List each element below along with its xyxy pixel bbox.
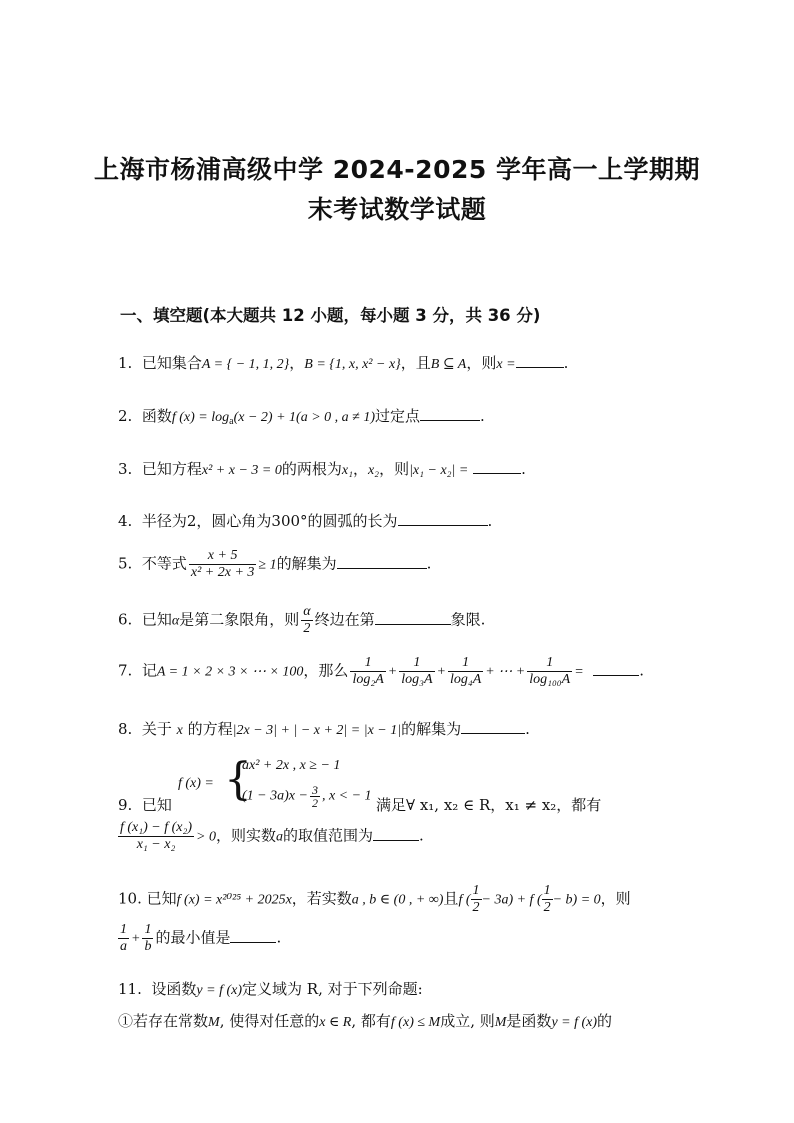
fraction <box>350 655 385 688</box>
question-1 <box>118 352 568 373</box>
question-number: 7. <box>118 661 133 680</box>
question-text: ， <box>289 354 305 372</box>
denominator: log₃A <box>401 672 433 687</box>
constant-m: M <box>494 1015 507 1030</box>
denominator: x² + 2x + 3 <box>190 565 255 580</box>
plus: + <box>387 664 398 680</box>
equation: − 3a) + f ( <box>481 892 542 908</box>
question-text: ，若实数 <box>291 889 352 908</box>
question-text: ①若存在常数 <box>118 1012 209 1030</box>
question-text: 成立, 则 <box>440 1012 495 1030</box>
log-base: a <box>229 416 234 427</box>
question-text: ， <box>352 460 368 478</box>
function-expr: y = f (x) <box>551 1015 598 1030</box>
answer-blank[interactable] <box>337 554 427 569</box>
numerator: x + 5 <box>189 548 257 565</box>
denominator: x₁ − x₂ <box>136 837 176 852</box>
numerator: 1 <box>350 655 385 672</box>
question-text: ，则 <box>466 354 497 372</box>
period: . <box>487 512 493 530</box>
function-expr: f (x) = x²⁰²⁵ + 2025x <box>176 892 292 908</box>
question-2 <box>118 405 485 427</box>
question-6 <box>118 604 485 637</box>
fraction <box>399 655 434 688</box>
inequality: > 0 <box>196 829 216 845</box>
section-heading: 一、填空题(本大题共 12 小题，每小题 3 分，共 36 分) <box>120 306 541 325</box>
period: . <box>419 826 424 845</box>
period: . <box>480 407 485 425</box>
question-text: 的方程 <box>187 720 233 738</box>
piece-expr: (1 − 3a)x − <box>242 788 308 804</box>
fraction <box>118 820 194 853</box>
equation: x² + x − 3 = 0 <box>201 463 282 478</box>
piece-condition: , x < − 1 <box>321 788 372 804</box>
numerator: 1 <box>527 655 572 672</box>
question-text: 定义域为 R, 对于下列命题: <box>242 980 423 998</box>
question-number: 9. <box>118 796 133 814</box>
fraction <box>142 922 153 955</box>
equals: = <box>574 664 584 680</box>
fraction <box>310 784 320 809</box>
question-text: 且 <box>443 889 459 908</box>
set-b: B = {1, x, x² − x} <box>304 357 401 372</box>
q9-line2 <box>118 820 424 853</box>
question-text: 的最小值是 <box>155 928 231 947</box>
question-text: 函数 <box>141 407 172 425</box>
denominator: b <box>144 939 152 954</box>
question-text: 终边在第 <box>314 610 375 629</box>
question-text: 的取值范围为 <box>283 826 374 845</box>
question-text: 的解集为 <box>276 554 337 573</box>
question-7 <box>118 655 644 688</box>
ellipsis: + ⋯ + <box>485 664 526 680</box>
equation: |2x − 3| + | − x + 2| = |x − 1| <box>232 723 402 738</box>
function-expr: (x − 2) + 1(a > 0 , a ≠ 1) <box>233 410 375 425</box>
period: . <box>525 720 530 738</box>
question-number: 5. <box>118 554 133 573</box>
question-number: 6. <box>118 610 133 629</box>
question-4 <box>118 510 492 531</box>
numerator: 1 <box>543 883 551 898</box>
question-text: ，且 <box>400 354 431 372</box>
question-text: 已知 <box>141 610 172 629</box>
question-text: 是函数 <box>506 1012 552 1030</box>
question-text: 过定点 <box>374 407 420 425</box>
denominator: log₁₀₀A <box>529 672 571 687</box>
question-10 <box>118 883 631 916</box>
answer-blank[interactable] <box>461 719 525 734</box>
period: . <box>521 460 526 478</box>
question-text: , 都有 <box>351 1012 391 1030</box>
function-label: f (x) = <box>178 776 214 791</box>
question-text: 是第二象限角，则 <box>179 610 300 629</box>
question-text: 的两根为 <box>281 460 342 478</box>
numerator: 1 <box>448 655 483 672</box>
fraction <box>542 883 553 916</box>
left-brace: { <box>224 754 252 805</box>
denominator: 2 <box>472 900 480 915</box>
denominator: 2 <box>303 621 311 636</box>
variable: x = <box>496 357 516 372</box>
question-text: 满足∀ x₁, x₂ ∈ R，x₁ ≠ x₂，都有 <box>376 796 602 814</box>
question-text: 已知 <box>141 796 172 814</box>
piece-row-1: ax² + 2x , x ≥ − 1 <box>242 758 341 773</box>
question-number: 2. <box>118 407 133 425</box>
question-text: 记 <box>141 661 157 680</box>
numerator: 1 <box>144 922 152 937</box>
period: . <box>426 554 432 573</box>
question-text: 关于 <box>141 720 172 738</box>
equation: − b) = 0 <box>552 892 601 908</box>
denominator: 2 <box>311 796 318 810</box>
answer-blank[interactable] <box>398 511 488 526</box>
inequality: f (x) ≤ M <box>390 1015 441 1030</box>
period: . <box>639 661 645 680</box>
numerator: 3 <box>311 783 318 797</box>
fraction <box>527 655 572 688</box>
question-8 <box>118 718 530 739</box>
question-text: , 使得对任意的 <box>219 1012 320 1030</box>
question-text: ，则 <box>379 460 410 478</box>
constant-m: M <box>208 1015 220 1030</box>
question-number: 3. <box>118 460 133 478</box>
question-text: 半径为2，圆心角为300°的圆弧的长为 <box>141 512 398 530</box>
domain-expr: x ∈ R <box>319 1015 352 1030</box>
plus: + <box>436 664 446 680</box>
question-text: 象限. <box>450 610 486 629</box>
question-text: 已知方程 <box>141 460 202 478</box>
answer-blank[interactable] <box>373 826 419 841</box>
question-11-line2 <box>118 1010 612 1031</box>
question-number: 10. <box>118 889 142 908</box>
answer-blank[interactable] <box>230 928 276 943</box>
question-number: 1. <box>118 354 133 372</box>
fraction <box>471 883 482 916</box>
question-number: 4. <box>118 512 133 530</box>
period: . <box>276 928 282 947</box>
question-11 <box>118 978 423 999</box>
question-text: 不等式 <box>141 554 187 573</box>
function-expr: y = f (x) <box>196 983 243 998</box>
answer-blank[interactable] <box>473 459 521 474</box>
root-x1: x₁ <box>341 463 353 478</box>
variable: x <box>176 723 183 738</box>
question-text: 设函数 <box>151 980 197 998</box>
question-text: 的 <box>597 1012 613 1030</box>
variable: a <box>276 829 284 845</box>
question-text: 已知集合 <box>141 354 202 372</box>
numerator: 1 <box>120 922 127 937</box>
denominator: log₄A <box>449 672 482 687</box>
question-number: 8. <box>118 720 133 738</box>
abs-expr: |x₁ − x₂| = <box>409 463 469 478</box>
answer-blank[interactable] <box>516 353 564 368</box>
period: . <box>563 354 569 372</box>
product-expr: A = 1 × 2 × 3 × ⋯ × 100 <box>156 664 304 680</box>
question-3 <box>118 458 526 479</box>
fraction <box>448 655 483 688</box>
denominator: 2 <box>543 900 551 915</box>
question-text: ，那么 <box>303 661 349 680</box>
answer-blank[interactable] <box>593 661 639 676</box>
relation: B ⊆ A <box>430 357 467 372</box>
question-text: 已知 <box>146 889 177 908</box>
domain-expr: a , b ∈ (0 , + ∞) <box>351 892 444 908</box>
numerator: 1 <box>399 655 434 672</box>
numerator: α <box>303 604 311 619</box>
question-10-line2 <box>118 922 281 955</box>
piece-row-2 <box>242 784 372 809</box>
alpha: α <box>171 613 180 629</box>
numerator: 1 <box>472 883 480 898</box>
exam-title-line2: 末考试数学试题 <box>307 195 487 224</box>
question-number: 11. <box>118 980 142 998</box>
fraction <box>118 922 129 955</box>
question-text: ，则实数 <box>216 826 277 845</box>
equation: f ( <box>458 892 471 908</box>
answer-blank[interactable] <box>375 610 451 625</box>
inequality: ≥ 1 <box>258 557 277 573</box>
answer-blank[interactable] <box>420 406 480 421</box>
denominator: a <box>120 939 127 954</box>
denominator: log₂A <box>352 672 384 687</box>
plus: + <box>131 931 141 947</box>
exam-title-line1: 上海市杨浦高级中学 2024-2025 学年高一上学期期 <box>94 155 700 184</box>
fraction <box>301 604 312 637</box>
function-expr: f (x) = log <box>171 410 230 425</box>
root-x2: x₂ <box>367 463 380 478</box>
question-text: ，则 <box>600 889 631 908</box>
numerator: f (x₁) − f (x₂) <box>120 820 193 835</box>
fraction <box>189 548 257 581</box>
question-text: 的解集为 <box>401 720 462 738</box>
set-a: A = { − 1, 1, 2} <box>201 357 290 372</box>
question-5 <box>118 548 431 581</box>
